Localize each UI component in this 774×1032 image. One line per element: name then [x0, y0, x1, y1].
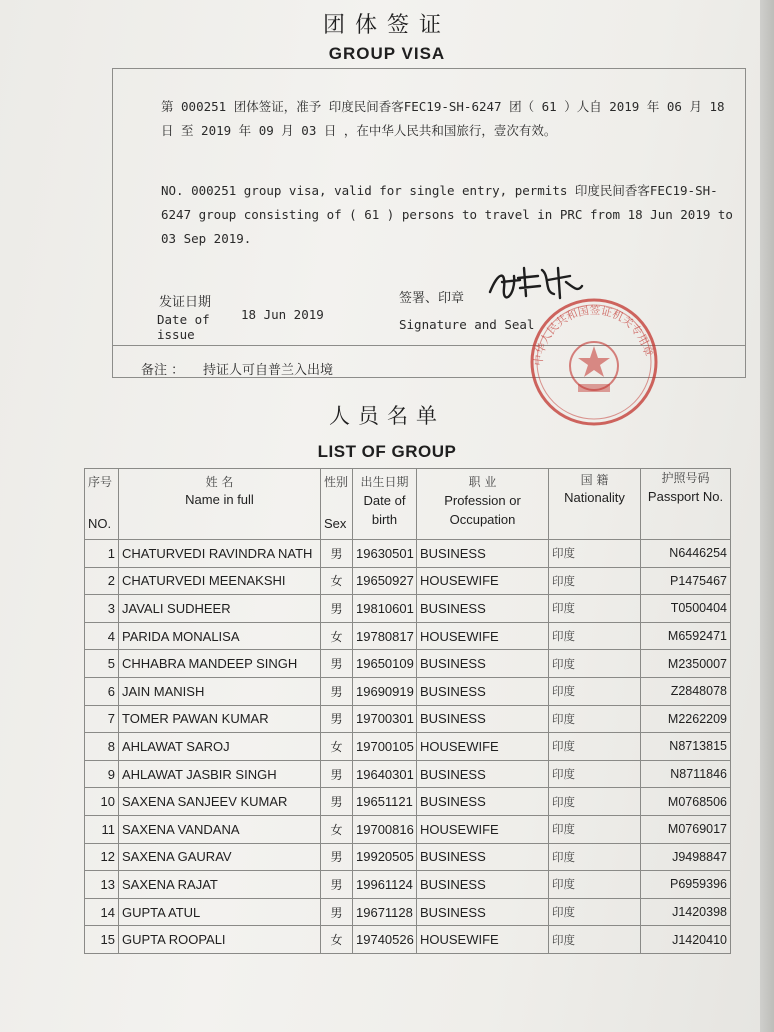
member-passport: Z2848078: [641, 677, 731, 705]
member-name: GUPTA ATUL: [119, 898, 321, 926]
member-name: GUPTA ROOPALI: [119, 926, 321, 954]
member-nationality: 印度: [549, 595, 641, 623]
member-profession: HOUSEWIFE: [417, 567, 549, 595]
svg-text:中华人民共和国签证机关专用章: 中华人民共和国签证机关专用章: [531, 303, 656, 367]
member-sex: 男: [321, 898, 353, 926]
member-sex: 男: [321, 650, 353, 678]
member-dob: 19810601: [353, 595, 417, 623]
member-dob: 19651121: [353, 788, 417, 816]
member-profession: BUSINESS: [417, 705, 549, 733]
group-member-table: [84, 468, 731, 954]
signature-label-cn: 签署、印章: [399, 291, 465, 306]
col-header-no: 序号 NO.: [85, 469, 119, 540]
member-nationality: 印度: [549, 926, 641, 954]
list-title-english: LIST OF GROUP: [317, 442, 457, 461]
member-name: SAXENA SANJEEV KUMAR: [119, 788, 321, 816]
member-passport: N8713815: [641, 733, 731, 761]
member-nationality: 印度: [549, 705, 641, 733]
table-row: [85, 733, 731, 761]
member-dob: 19650927: [353, 567, 417, 595]
col-header-nationality: 国 籍 Nationality: [549, 469, 641, 540]
signature-icon: [484, 262, 584, 306]
member-profession: HOUSEWIFE: [417, 622, 549, 650]
member-name: CHATURVEDI RAVINDRA NATH: [119, 540, 321, 568]
member-dob: 19700105: [353, 733, 417, 761]
member-name: SAXENA RAJAT: [119, 871, 321, 899]
member-profession: BUSINESS: [417, 677, 549, 705]
member-sex: 女: [321, 622, 353, 650]
member-nationality: 印度: [549, 843, 641, 871]
member-dob: 19630501: [353, 540, 417, 568]
member-name: TOMER PAWAN KUMAR: [119, 705, 321, 733]
member-dob: 19700816: [353, 815, 417, 843]
member-dob: 19650109: [353, 650, 417, 678]
member-nationality: 印度: [549, 815, 641, 843]
issue-date-label-en: Date of issue: [157, 312, 210, 342]
member-name: JAVALI SUDHEER: [119, 595, 321, 623]
row-number: 8: [85, 733, 119, 761]
signature-label-en: Signature and Seal: [399, 317, 535, 332]
member-profession: BUSINESS: [417, 898, 549, 926]
member-profession: HOUSEWIFE: [417, 733, 549, 761]
list-title-chinese: 人员名单: [329, 404, 445, 428]
member-passport: M0768506: [641, 788, 731, 816]
member-sex: 男: [321, 540, 353, 568]
member-passport: M2350007: [641, 650, 731, 678]
table-row: [85, 595, 731, 623]
member-passport: J1420410: [641, 926, 731, 954]
col-header-name: 姓 名 Name in full: [119, 469, 321, 540]
member-sex: 男: [321, 677, 353, 705]
row-number: 4: [85, 622, 119, 650]
member-passport: J1420398: [641, 898, 731, 926]
member-dob: 19780817: [353, 622, 417, 650]
member-sex: 女: [321, 733, 353, 761]
member-dob: 19920505: [353, 843, 417, 871]
table-row: [85, 898, 731, 926]
member-name: AHLAWAT SAROJ: [119, 733, 321, 761]
member-sex: 男: [321, 705, 353, 733]
table-row: [85, 650, 731, 678]
member-passport: N6446254: [641, 540, 731, 568]
member-nationality: 印度: [549, 622, 641, 650]
member-profession: BUSINESS: [417, 540, 549, 568]
member-profession: BUSINESS: [417, 843, 549, 871]
row-number: 2: [85, 567, 119, 595]
member-passport: P1475467: [641, 567, 731, 595]
member-nationality: 印度: [549, 788, 641, 816]
row-number: 14: [85, 898, 119, 926]
col-header-passport: 护照号码 Passport No.: [641, 469, 731, 540]
member-profession: BUSINESS: [417, 650, 549, 678]
member-name: PARIDA MONALISA: [119, 622, 321, 650]
member-passport: M2262209: [641, 705, 731, 733]
row-number: 11: [85, 815, 119, 843]
table-row: [85, 871, 731, 899]
member-passport: M0769017: [641, 815, 731, 843]
member-dob: 19640301: [353, 760, 417, 788]
member-profession: BUSINESS: [417, 760, 549, 788]
visa-text-english: NO. 000251 group visa, valid for single entry, permits 印度民间香客FEC19-SH-6247 group consisting of ( 61 ) persons to travel in PRC from 18 Jun 2019 to 03 Sep 2019.: [161, 183, 733, 246]
table-header-row: [85, 469, 731, 540]
member-sex: 男: [321, 871, 353, 899]
table-row: [85, 815, 731, 843]
table-row: [85, 926, 731, 954]
issue-date-label-cn: 发证日期: [159, 295, 212, 310]
row-number: 1: [85, 540, 119, 568]
table-row: [85, 567, 731, 595]
row-number: 6: [85, 677, 119, 705]
visa-text-chinese: 第 000251 团体签证，准予 印度民间香客FEC19-SH-6247 团（ 61 ）人自 2019 年 06 月 18 日 至 2019 年 09 月 03 日 ，在中华人民共和国旅行，壹次有效。: [161, 99, 725, 138]
member-nationality: 印度: [549, 871, 641, 899]
member-dob: 19671128: [353, 898, 417, 926]
member-name: JAIN MANISH: [119, 677, 321, 705]
member-passport: J9498847: [641, 843, 731, 871]
member-sex: 女: [321, 926, 353, 954]
member-passport: T0500404: [641, 595, 731, 623]
row-number: 9: [85, 760, 119, 788]
row-number: 3: [85, 595, 119, 623]
member-nationality: 印度: [549, 540, 641, 568]
member-sex: 女: [321, 567, 353, 595]
member-sex: 男: [321, 843, 353, 871]
member-passport: P6959396: [641, 871, 731, 899]
member-name: CHHABRA MANDEEP SINGH: [119, 650, 321, 678]
issue-date-value: 18 Jun 2019: [241, 307, 324, 322]
member-profession: BUSINESS: [417, 595, 549, 623]
row-number: 7: [85, 705, 119, 733]
member-name: SAXENA GAURAV: [119, 843, 321, 871]
table-row: [85, 705, 731, 733]
member-dob: 19961124: [353, 871, 417, 899]
row-number: 13: [85, 871, 119, 899]
member-passport: M6592471: [641, 622, 731, 650]
col-header-sex: 性别 Sex: [321, 469, 353, 540]
row-number: 15: [85, 926, 119, 954]
member-nationality: 印度: [549, 733, 641, 761]
table-row: [85, 788, 731, 816]
member-name: CHATURVEDI MEENAKSHI: [119, 567, 321, 595]
member-profession: HOUSEWIFE: [417, 926, 549, 954]
col-header-profession: 职 业 Profession or Occupation: [417, 469, 549, 540]
member-profession: BUSINESS: [417, 788, 549, 816]
member-sex: 男: [321, 595, 353, 623]
table-row: [85, 540, 731, 568]
member-name: AHLAWAT JASBIR SINGH: [119, 760, 321, 788]
member-dob: 19690919: [353, 677, 417, 705]
member-nationality: 印度: [549, 567, 641, 595]
member-name: SAXENA VANDANA: [119, 815, 321, 843]
member-dob: 19700301: [353, 705, 417, 733]
member-nationality: 印度: [549, 760, 641, 788]
table-row: [85, 622, 731, 650]
page-edge-shadow: [760, 0, 774, 1032]
table-row: [85, 677, 731, 705]
member-sex: 女: [321, 815, 353, 843]
member-sex: 男: [321, 760, 353, 788]
remark-text: 持证人可自普兰入出境: [203, 363, 334, 378]
remark-label: 备注 ：: [141, 363, 185, 378]
member-sex: 男: [321, 788, 353, 816]
col-header-dob: 出生日期 Date of birth: [353, 469, 417, 540]
member-nationality: 印度: [549, 650, 641, 678]
title-chinese: 团体签证: [322, 13, 451, 38]
member-profession: HOUSEWIFE: [417, 815, 549, 843]
row-number: 10: [85, 788, 119, 816]
table-row: [85, 760, 731, 788]
title-english: GROUP VISA: [328, 44, 446, 63]
member-dob: 19740526: [353, 926, 417, 954]
row-number: 12: [85, 843, 119, 871]
member-nationality: 印度: [549, 677, 641, 705]
table-row: [85, 843, 731, 871]
member-passport: N8711846: [641, 760, 731, 788]
member-nationality: 印度: [549, 898, 641, 926]
member-profession: BUSINESS: [417, 871, 549, 899]
row-number: 5: [85, 650, 119, 678]
